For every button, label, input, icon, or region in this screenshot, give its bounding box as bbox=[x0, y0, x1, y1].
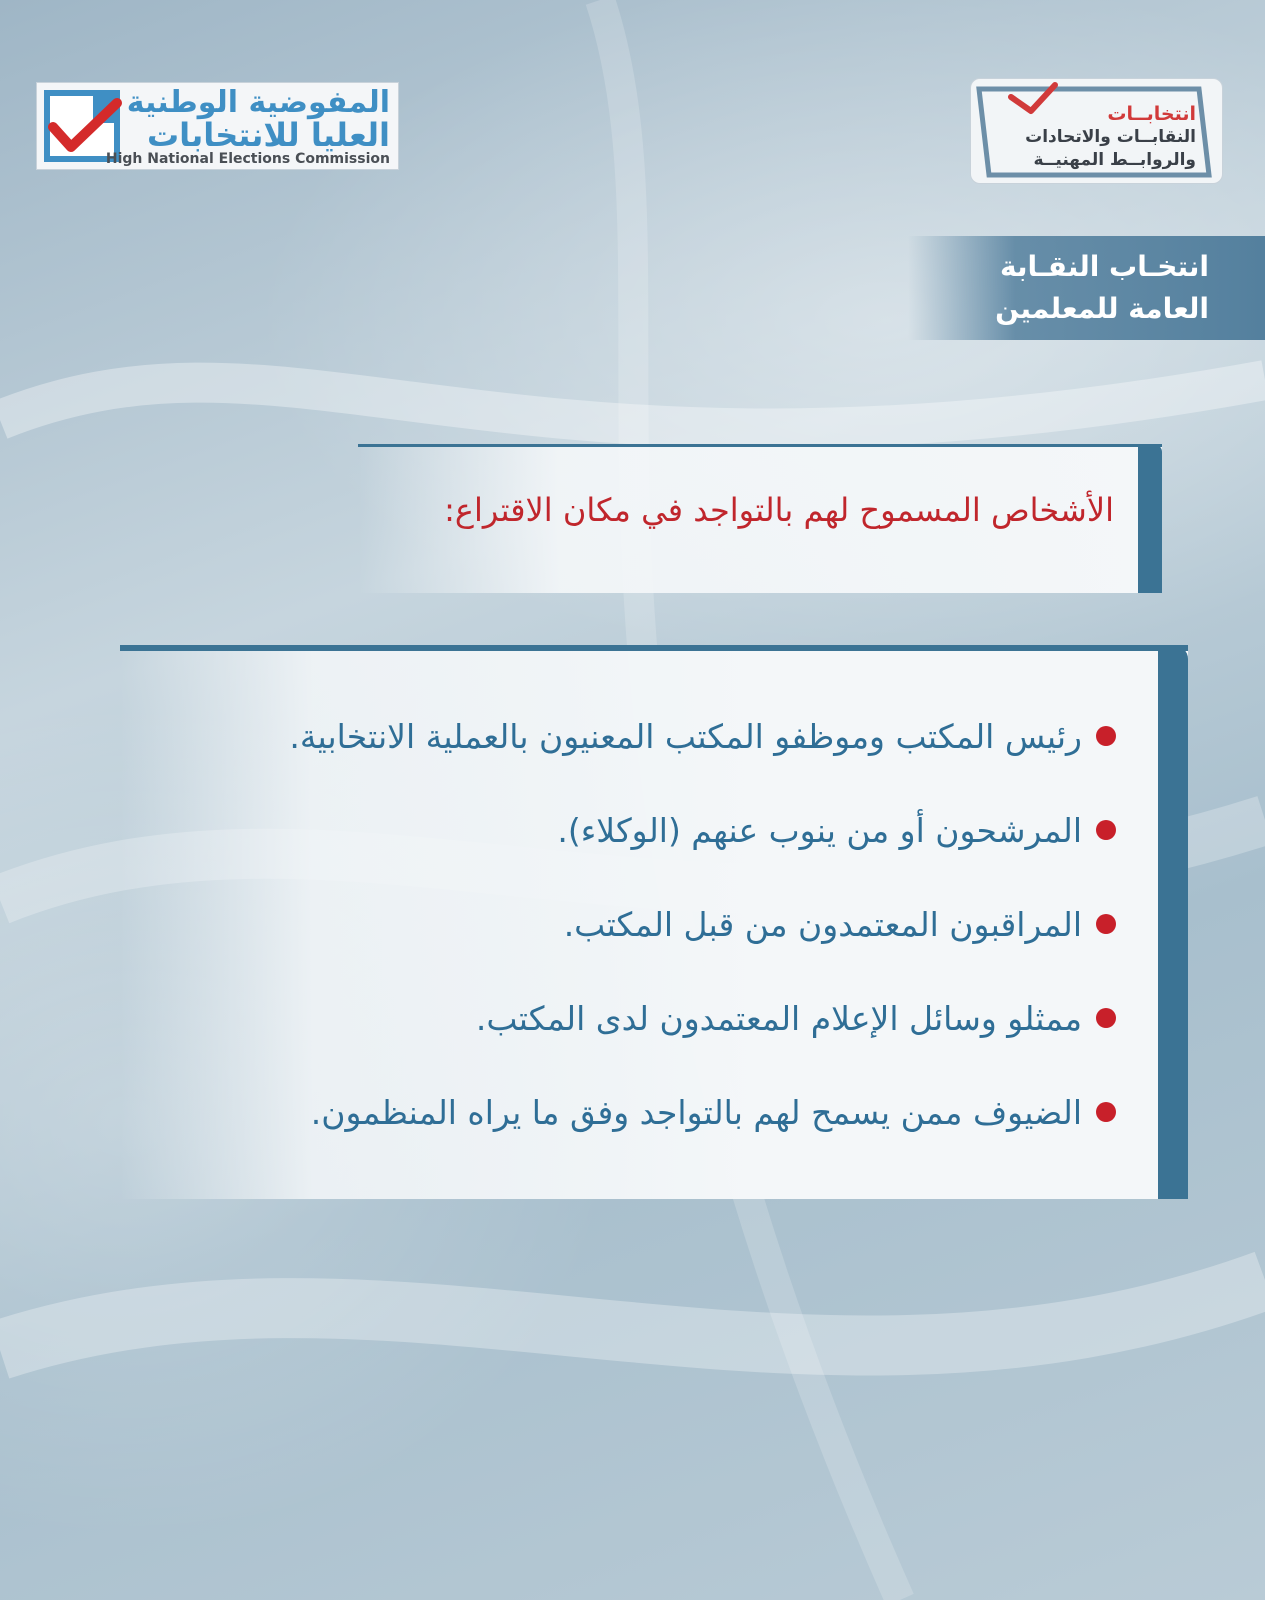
list-item-text: ممثلو وسائل الإعلام المعتمدون لدى المكتب. bbox=[475, 998, 1082, 1038]
list-card-accent-bar bbox=[1158, 645, 1188, 1199]
hnec-name-english: High National Elections Commission bbox=[105, 151, 390, 167]
bullet-icon bbox=[1096, 1008, 1116, 1028]
bullet-icon bbox=[1096, 820, 1116, 840]
hnec-logo bbox=[36, 82, 399, 170]
syndicates-logo bbox=[970, 78, 1223, 184]
bullet-icon bbox=[1096, 914, 1116, 934]
list-item-text: رئيس المكتب وموظفو المكتب المعنيون بالعملية الانتخابية. bbox=[289, 716, 1082, 756]
header-card bbox=[358, 444, 1162, 593]
list-item bbox=[289, 1065, 1116, 1159]
list-card bbox=[120, 645, 1188, 1199]
list-item bbox=[289, 971, 1116, 1065]
list-item bbox=[289, 689, 1116, 783]
allowed-persons-list bbox=[289, 689, 1116, 1159]
list-item bbox=[289, 877, 1116, 971]
header-card-accent-bar bbox=[1138, 444, 1162, 593]
syndicates-logo-line2: النقابــات والاتحادات bbox=[1025, 127, 1196, 147]
bullet-icon bbox=[1096, 1102, 1116, 1122]
list-item-text: المرشحون أو من ينوب عنهم (الوكلاء). bbox=[557, 810, 1082, 850]
title-band bbox=[908, 236, 1265, 340]
syndicates-logo-line3: والروابــط المهنيــة bbox=[1033, 150, 1196, 170]
title-line1: انتخـاب النقـابة bbox=[1000, 250, 1209, 283]
hnec-name-line1: المفوضية الوطنية bbox=[126, 85, 390, 120]
title-line2: العامة للمعلمين bbox=[995, 292, 1209, 325]
header-text: الأشخاص المسموح لهم بالتواجد في مكان الاقتراع: bbox=[444, 491, 1114, 529]
list-item-text: المراقبون المعتمدون من قبل المكتب. bbox=[563, 904, 1082, 944]
bullet-icon bbox=[1096, 726, 1116, 746]
hnec-name-line2: العليا للانتخابات bbox=[147, 116, 390, 154]
list-item bbox=[289, 783, 1116, 877]
list-item-text: الضيوف ممن يسمح لهم بالتواجد وفق ما يراه المنظمون. bbox=[310, 1092, 1082, 1132]
syndicates-logo-line1: انتخابــات bbox=[1107, 103, 1196, 125]
